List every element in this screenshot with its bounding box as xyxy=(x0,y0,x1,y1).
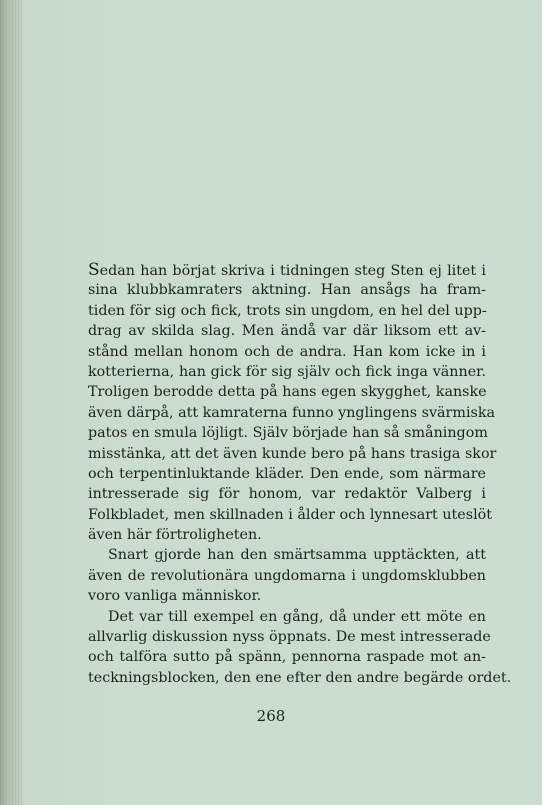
drop-cap: S xyxy=(88,260,100,280)
text-line: patos en smula löjligt. Själv började han så småningom xyxy=(88,425,488,442)
text-line: misstänka, att det även kunde bero på hans trasiga skor xyxy=(88,445,497,462)
text-line: tiden för sig och fick, trots sin ungdom, en hel del upp- xyxy=(88,302,487,319)
text-line: drag av skilda slag. Men ändå var där liksom ett av- xyxy=(88,323,486,340)
text-line: stånd mellan honom och de andra. Han kom icke in i xyxy=(88,343,486,360)
text-line: teckningsblocken, den ene efter den andre begärde ordet. xyxy=(88,669,512,686)
text-line: intresserade sig för honom, var redaktör Valberg i xyxy=(88,486,486,503)
text-line: Troligen berodde detta på hans egen skygghet, kanske xyxy=(88,384,487,401)
text-line xyxy=(88,260,486,280)
text-line: Snart gjorde han den smärtsamma upptäckten, att xyxy=(108,547,486,564)
page-gutter xyxy=(0,0,24,805)
text-line: sina klubbkamraters aktning. Han ansågs ha fram- xyxy=(88,282,486,299)
text-line: allvarlig diskussion nyss öppnats. De mest intresserade xyxy=(88,629,491,646)
text-line: voro vanliga människor. xyxy=(88,588,262,605)
text-line: och talföra sutto på spänn, pennorna raspade mot an- xyxy=(88,649,486,666)
text-line: Folkbladet, men skillnaden i ålder och lynnesart uteslöt xyxy=(88,506,493,523)
text-line: även här förtroligheten. xyxy=(88,527,262,544)
text-line-rest: edan han börjat skriva i tidningen steg Sten ej litet i xyxy=(99,263,486,279)
page-number: 268 xyxy=(256,707,286,725)
text-line: kotterierna, han gick för sig själv och fick inga vänner. xyxy=(88,363,486,380)
text-line: även därpå, att kamraterna funno ynglingens svärmiska xyxy=(88,404,496,421)
text-line: Det var till exempel en gång, då under ett möte en xyxy=(108,608,486,625)
text-line: även de revolutionära ungdomarna i ungdomsklubben xyxy=(88,567,486,584)
text-line: och terpentinluktande kläder. Den ende, som närmare xyxy=(88,465,486,482)
body-text xyxy=(88,260,512,688)
